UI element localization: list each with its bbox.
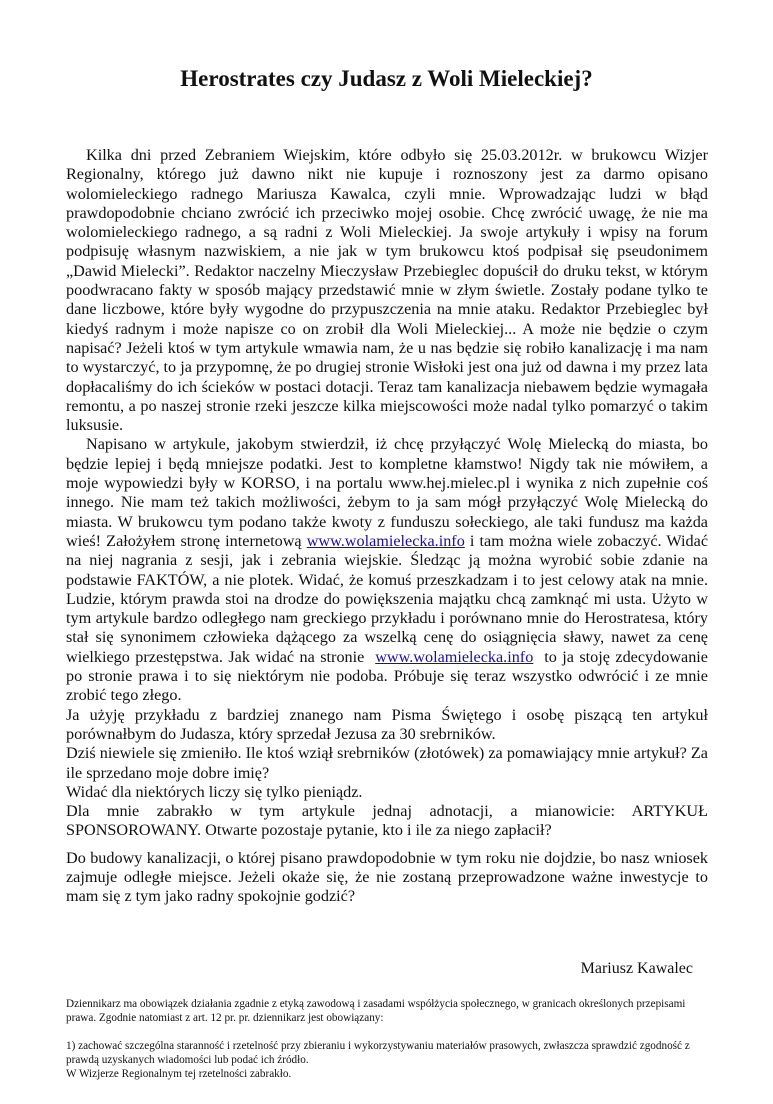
footnote [66,997,706,1081]
page-title: Herostrates czy Judasz z Woli Mieleckiej? [180,66,593,91]
paragraph-2-text-b: i tam można wiele zobaczyć. Widać na niej nagrania z sesji, jak i zebrania wiejskie. Śledząc ją można wyrobić sobie zdanie na podstawie FAKTÓW, a nie plotek. Widać, że komuś przeszkadzam i to jest celowy atak na mnie. Ludzie, którym prawda stoi na drodze do powiększenia majątku chcą zamknąć mi usta. Użyto w tym artykule bardzo odległego nam greckiego przykładu i porównano mnie do Herostratesa, który stał się synonimem człowieka dążącego za wszelką cenę do osiągnięcia sławy, nawet za cenę wielkiego przestępstwa. Jak widać na stronie [66,531,709,666]
paragraph-2-text-a: Napisano w artykule, jakobym stwierdził, iż chcę przyłączyć Wolę Mielecką do miasta, bo będzie lepiej i będą mniejsze podatki. Jest to kompletne kłamstwo! Nigdy tak nie mówiłem, a moje wypowiedzi były w KORSO, i na portalu www.hej.mielec.pl i wynika z nich zupełnie coś innego. Nie mam też takich możliwości, żebym to ja sam mógł przyłączyć Wolę Mielecką do miasta. W brukowcu tym podano także kwoty z funduszu sołeckiego, ale taki fundusz ma każda wieś! Założyłem stronę internetową [66,435,708,550]
footnote-line-2: 1) zachować szczególna staranność i rzetelność przy zbieraniu i wykorzystywaniu materiałów prasowych, zwłaszcza sprawdzić zgodność z prawdą uzyskanych wiadomości lub podać ich źródło. [66,1040,690,1066]
paragraph-5: Widać dla niektórych liczy się tylko pieniądz. [66,782,363,801]
footnote-line-3: W Wizjerze Regionalnym tej rzetelności zabrakło. [66,1068,292,1080]
article-body [66,146,708,907]
footnote-line-1: Dziennikarz ma obowiązek działania zgadnie z etyką zawodową i zasadami współżycia społecznego, w granicach określonych przepisami prawa. Zgodnie natomiast z art. 12 pr. pr. dziennikarz jest obowiązany: [66,998,686,1024]
website-link-2[interactable]: www.wolamielecka.info [375,647,534,666]
paragraph-2 [66,435,708,705]
paragraph-4: Dziś niewiele się zmieniło. Ile ktoś wziął srebrników (złotówek) za pomawiający mnie artykuł? Za ile sprzedano moje dobre imię? [66,744,708,782]
website-link[interactable]: www.wolamielecka.info [306,531,465,550]
paragraph-1: Kilka dni przed Zebraniem Wiejskim, które odbyło się 25.03.2012r. w brukowcu Wizjer Regionalny, którego już dawno nikt nie kupuje i roznoszony jest za darmo opisano wolomieleckiego radnego Mariusza Kawalca, czyli mnie. Wprowadzając ludzi w błąd prawdopodobnie chciano zwrócić ich przeciwko mojej osobie. Chcę zwrócić uwagę, że nie ma wolomieleckiego radnego, a są radni z Woli Mieleckiej. Ja swoje artykuły i wpisy na forum podpisuję własnym nazwiskiem, a nie jak w tym brukowcu ktoś podpisał się pseudonimem „Dawid Mielecki”. Redaktor naczelny Mieczysław Przebieglec dopuścił do druku tekst, w którym poodwracano fakty w sposób mający przedstawić mnie w złym świetle. Zostały podane tylko te dane liczbowe, które były wygodne do przypuszczenia na mnie ataku. Redaktor Przebieglec był kiedyś radnym i może napisze co on zrobił dla Woli Mieleckiej... A może nie będzie o czym napisać? Jeżeli ktoś w tym artykule wmawia nam, że u nas będzie się robiło kanalizację i ma nam to wystarczyć, to ja przypomnę, że po drugiej stronie Wisłoki jest ona już od dawna i my przez lata dopłacaliśmy do ich ścieków w postaci dotacji. Teraz tam kanalizacja niebawem będzie wymagała remontu, a po naszej stronie rzeki jeszcze kilka miejscowości może nadal tylko pomarzyć o takim luksusie. [66,146,708,435]
paragraph-3: Ja użyję przykładu z bardziej znanego nam Pisma Świętego i osobę piszącą ten artykuł porównałbym do Judasza, który sprzedał Jezusa za 30 srebrników. [66,705,708,743]
author-signature: Mariusz Kawalec [580,960,693,977]
paragraph-6: Dla mnie zabrakło w tym artykule jednaj adnotacji, a mianowicie: ARTYKUŁ SPONSOROWANY. Otwarte pozostaje pytanie, kto i ile za niego zapłacił? [66,802,708,840]
paragraph-7: Do budowy kanalizacji, o której pisano prawdopodobnie w tym roku nie dojdzie, bo nasz wniosek zajmuje odległe miejsce. Jeżeli okaże się, że nie zostaną przeprowadzone ważne inwestycje to mam się z tym jako radny spokojnie godzić? [66,848,708,906]
paragraph-2-text-c: to ja stoję zdecydowanie po stronie prawa i to się niektórym nie podoba. Próbuje się teraz wszystko odwrócić i ze mnie zrobić tego złego. [66,647,708,705]
